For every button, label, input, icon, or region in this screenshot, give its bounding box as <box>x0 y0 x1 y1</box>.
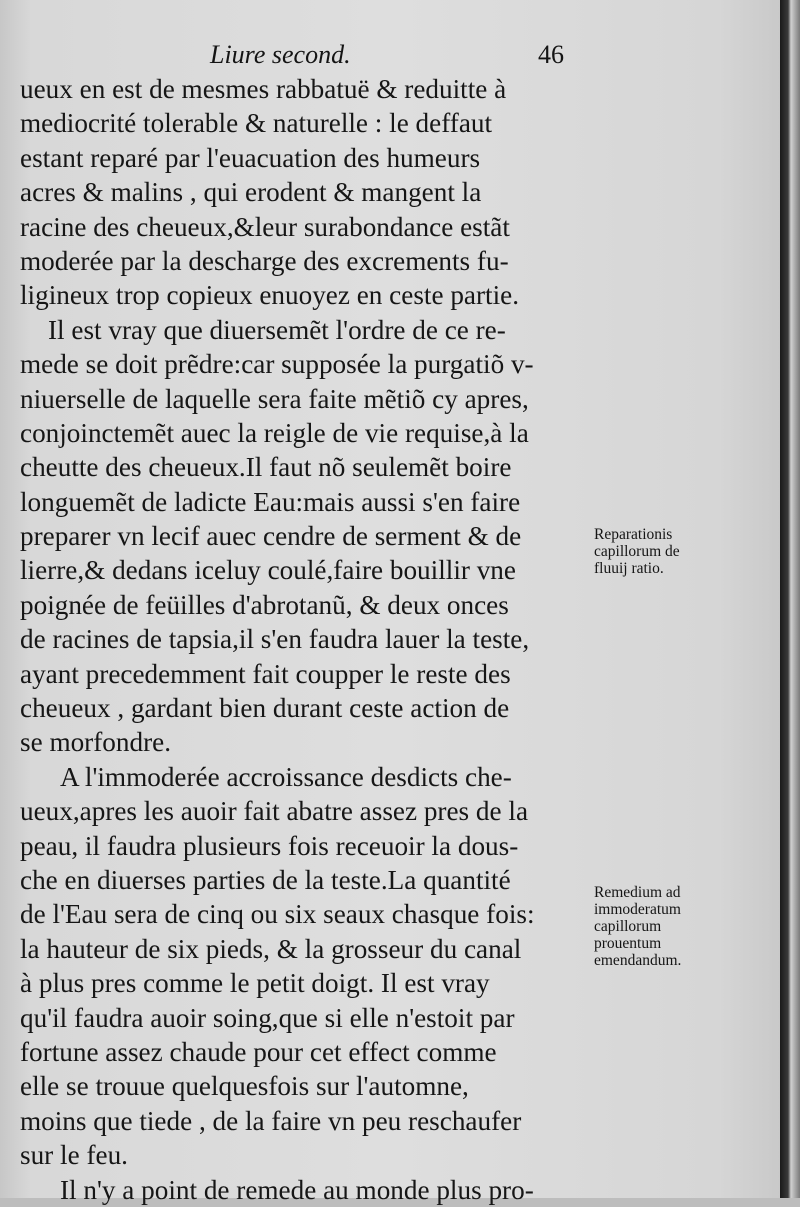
note-line: emendandum. <box>594 952 682 969</box>
text-line: Il n'y a point de remede au monde plus pro- <box>60 1174 534 1205</box>
text-line: mediocrité tolerable & naturelle : le deffaut <box>20 108 493 139</box>
text-line: lierre,& dedans iceluy coulé,faire bouillir vne <box>20 555 516 586</box>
text-line: conjoinctemẽt auec la reigle de vie requise,à la <box>20 417 529 448</box>
text-line: preparer vn lecif auec cendre de serment & de <box>20 521 522 552</box>
note-line: Remedium ad <box>594 884 681 901</box>
text-line: che en diuerses parties de la teste.La quantité <box>20 864 511 895</box>
text-line: longuemẽt de ladicte Eau:mais aussi s'en faire <box>20 486 521 517</box>
text-line: se morfondre. <box>20 727 171 758</box>
text-line: poignée de feüilles d'abrotanũ, & deux onces <box>20 589 509 620</box>
text-line: elle se trouue quelquesfois sur l'automne, <box>20 1071 469 1102</box>
text-line: sur le feu. <box>20 1140 128 1171</box>
text-line: acres & malins , qui erodent & mangent la <box>20 177 482 208</box>
text-line: moins que tiede , de la faire vn peu reschaufer <box>20 1105 522 1136</box>
note-line: Reparationis <box>594 526 673 543</box>
note-line: prouentum <box>594 935 662 952</box>
body-text <box>20 72 585 1207</box>
note-line: capillorum de <box>594 543 680 560</box>
running-title: Liure second. <box>210 40 351 69</box>
text-line: racine des cheueux,&leur surabondance estãt <box>20 211 510 242</box>
note-line: capillorum <box>594 918 662 935</box>
text-line: niuerselle de laquelle sera faite mẽtiõ cy apres, <box>20 383 529 414</box>
text-line: qu'il faudra auoir soing,que si elle n'estoit par <box>20 1002 515 1033</box>
text-line: mede se doit prẽdre:car supposée la purgatiõ v- <box>20 349 534 380</box>
text-line: ayant precedemment fait coupper le reste des <box>20 658 511 689</box>
text-line: ueux,apres les auoir fait abatre assez pres de la <box>20 796 529 827</box>
text-line: ueux en est de mesmes rabbatuë & reduitte à <box>20 74 507 104</box>
marginal-note <box>594 884 774 969</box>
text-line: cheutte des cheueux.Il faut nõ seulemẽt boire <box>20 452 512 483</box>
text-line: de l'Eau sera de cinq ou six seaux chasque fois: <box>20 899 535 930</box>
page-header <box>0 40 780 74</box>
page-number: 46 <box>538 40 564 69</box>
text-line: la hauteur de six pieds, & la grosseur du canal <box>20 933 522 964</box>
text-line: cheueux , gardant bien durant ceste action de <box>20 693 510 724</box>
text-line: estant reparé par l'euacuation des humeurs <box>20 142 481 173</box>
marginal-note <box>594 526 774 577</box>
text-line: peau, il faudra plusieurs fois receuoir la dous- <box>20 830 519 861</box>
text-line: Il est vray que diuersemẽt l'ordre de ce re- <box>48 314 506 345</box>
text-line: A l'immoderée accroissance desdicts che- <box>60 761 512 792</box>
text-line: fortune assez chaude pour cet effect comme <box>20 1036 497 1067</box>
text-line: à plus pres comme le petit doigt. Il est vray <box>20 968 490 999</box>
text-line: de racines de tapsia,il s'en faudra lauer la teste, <box>20 624 530 655</box>
note-line: fluuij ratio. <box>594 560 664 577</box>
book-spine-shadow <box>780 0 800 1198</box>
note-line: immoderatum <box>594 901 681 918</box>
text-line: ligineux trop copieux enuoyez en ceste partie. <box>20 280 519 311</box>
text-line: moderée par la descharge des excrements fu- <box>20 245 509 276</box>
